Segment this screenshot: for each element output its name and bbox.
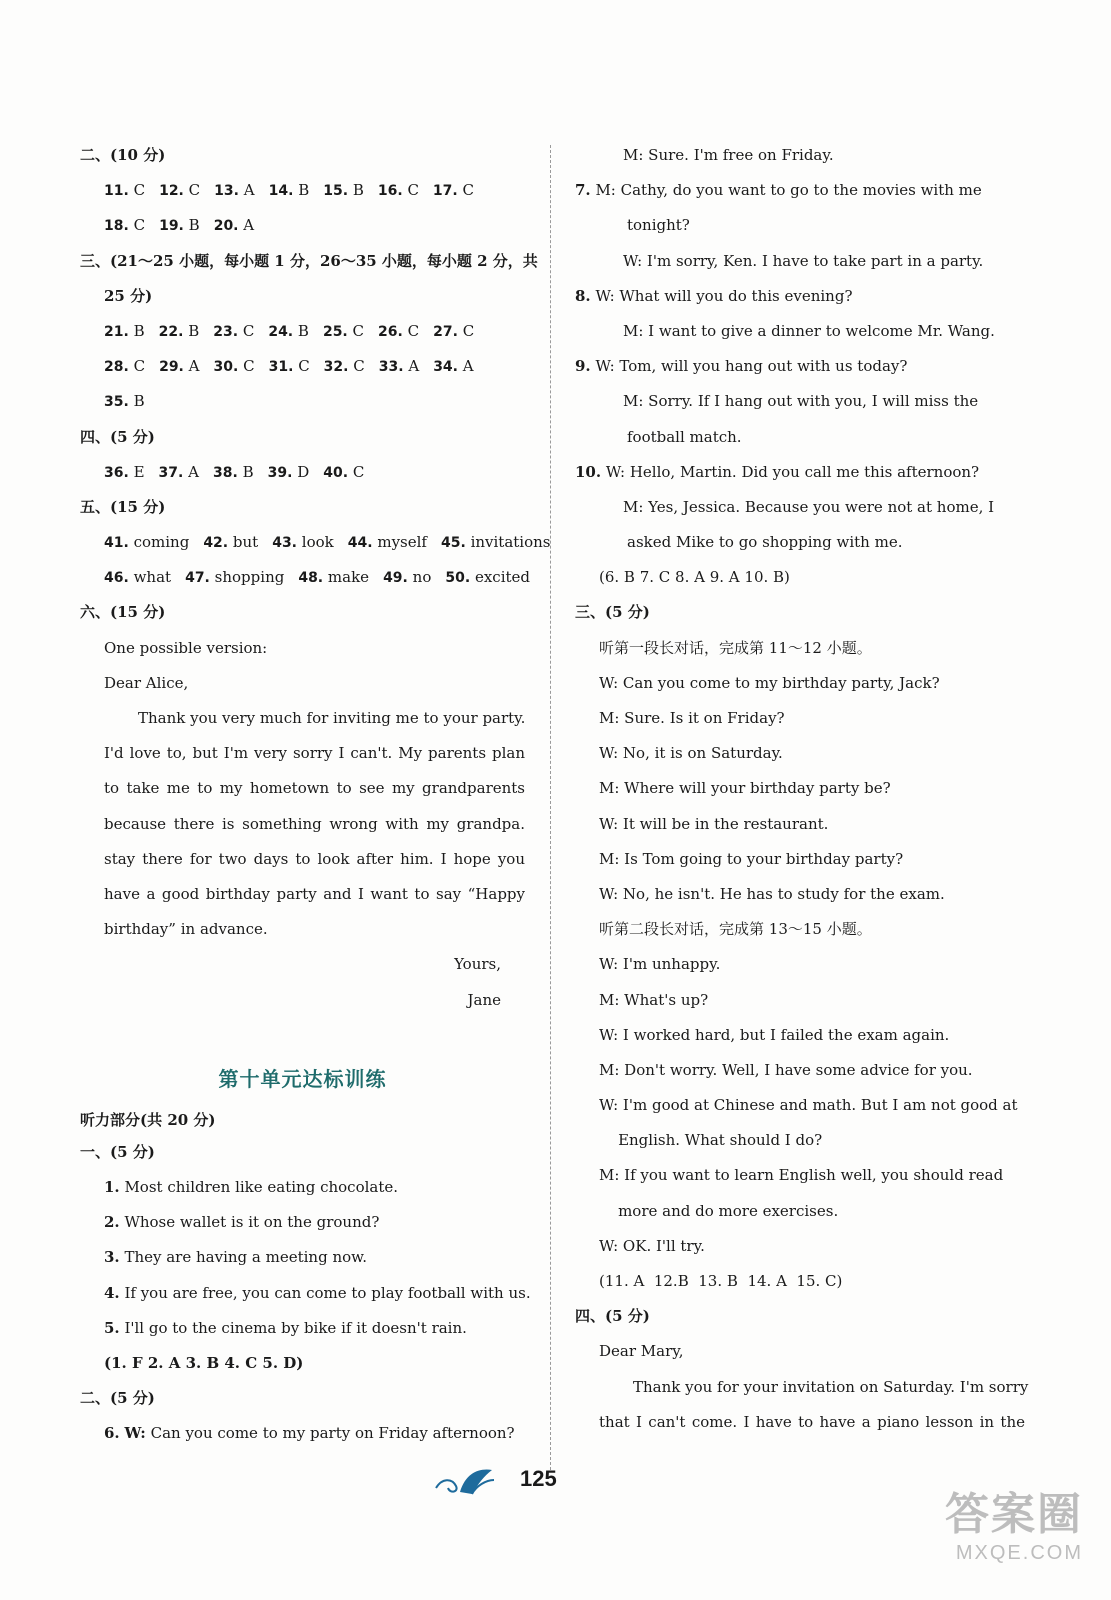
dialogue-line [575, 384, 1025, 419]
answer-item [269, 173, 310, 209]
answer-item [324, 349, 365, 385]
item-number: 6. [104, 1424, 120, 1443]
dialogue-line: M: Sure. Is it on Friday? [599, 709, 785, 727]
dialogue-line: W: OK. I'll try. [599, 1236, 705, 1255]
answer-number: 48. [298, 570, 324, 587]
answer-item [214, 208, 254, 244]
answer-number: 25. [322, 323, 348, 340]
letter-intro: One possible version: [104, 638, 268, 657]
answer-item [269, 349, 310, 385]
speaker-label: W: [124, 1424, 146, 1443]
letter-line: have a good birthday party and I want to say “Happy [104, 884, 525, 903]
answer-item [159, 173, 200, 209]
dialogue-text: asked Mike to go shopping with me. [627, 533, 903, 552]
answer-item [104, 173, 145, 209]
letter-line: to take me to my hometown to see my grandparents [104, 779, 525, 798]
answer-item [379, 349, 419, 385]
dialogue-line [575, 490, 1025, 525]
answer-value: B [297, 321, 309, 340]
dialogue-text: W: Tom, will you hang out with us today? [595, 357, 908, 376]
listening-item [80, 1205, 525, 1240]
answer-value: A [462, 357, 474, 376]
answer-item [213, 314, 254, 350]
answer-number: 38. [212, 464, 238, 481]
answer-item [104, 525, 189, 561]
dialogue-line: M: What's up? [599, 990, 709, 1009]
dialogue-text: W: Hello, Martin. Did you call me this afternoon? [605, 462, 980, 481]
answer-item [104, 560, 171, 596]
dialogue-text: M: Yes, Jessica. Because you were not at home, I [623, 497, 995, 516]
answer-value: look [301, 533, 334, 552]
dialogue-line [575, 138, 1025, 173]
watermark [945, 1478, 1083, 1565]
answer-item [159, 208, 200, 244]
answer-value: what [133, 568, 172, 587]
watermark-cn: 答案圈 [945, 1490, 1083, 1539]
answer-number: 17. [432, 183, 458, 200]
answer-value: but [232, 533, 259, 552]
dialogue-line [575, 455, 1025, 490]
dialogue-line: W: It will be in the restaurant. [599, 814, 829, 833]
answer-item [323, 173, 364, 209]
listening-item [80, 1311, 525, 1346]
answer-item [185, 560, 284, 596]
letter-line: stay there for two days to look after him. I hope you [104, 849, 525, 868]
answer-number: 46. [104, 570, 129, 587]
answer-value: B [188, 216, 200, 235]
answer-number: 40. [323, 464, 349, 481]
dialogue-line: W: I worked hard, but I failed the exam again. [599, 1025, 950, 1044]
dialogue-line [575, 244, 1025, 279]
part-2-heading: 二、(5 分) [80, 1389, 155, 1408]
answer-value: A [408, 357, 420, 376]
answer-item [213, 455, 254, 491]
item-number: 7. [575, 181, 591, 200]
answer-item [378, 314, 419, 350]
letter-line: Thank you for your invitation on Saturday. I'm sorry [633, 1377, 1029, 1396]
listening-item [80, 1276, 531, 1311]
answer-number: 43. [272, 535, 298, 552]
dialogue-text: W: I'm sorry, Ken. I have to take part in a party. [623, 251, 984, 270]
answer-number: 16. [377, 183, 403, 200]
dialogue-line: M: Where will your birthday party be? [599, 779, 891, 798]
answer-item [433, 349, 473, 385]
answer-item [433, 314, 474, 350]
answer-number: 19. [159, 218, 184, 235]
answer-row [80, 560, 530, 595]
item-text: Most children like eating chocolate. [124, 1178, 399, 1197]
answer-row [80, 455, 525, 490]
answer-value: D [297, 462, 310, 481]
answer-number: 34. [433, 359, 458, 376]
answer-number: 49. [383, 570, 408, 587]
answer-item [104, 384, 145, 420]
answer-item [104, 208, 145, 244]
leaf-ornament-icon [432, 1464, 502, 1498]
letter-line: birthday” in advance. [104, 920, 268, 939]
dialogue-text: M: Sorry. If I hang out with you, I will miss the [623, 392, 979, 411]
answer-item [378, 173, 419, 209]
item-number: 2. [104, 1213, 120, 1232]
item-text: If you are free, you can come to play football with us. [124, 1283, 531, 1302]
spacer [80, 1018, 525, 1053]
answer-value: shopping [214, 568, 285, 587]
dialogue-line: more and do more exercises. [599, 1201, 839, 1220]
dialogue-line [80, 1416, 525, 1451]
column-divider [550, 145, 551, 1470]
item-number: 8. [575, 286, 591, 305]
dialogue-line: 听第一段长对话，完成第 11～12 小题。 [599, 638, 872, 657]
answer-item [272, 525, 334, 561]
dialogue-text: football match. [627, 427, 742, 446]
dialogue-line [575, 560, 1025, 595]
item-text: Whose wallet is it on the ground? [124, 1213, 380, 1232]
dialogue-line: W: I'm good at Chinese and math. But I am not good at [599, 1096, 1018, 1115]
answer-row [80, 525, 551, 560]
answer-value: invitations [470, 533, 551, 552]
answer-number: 14. [268, 183, 294, 200]
dialogue-line: W: Can you come to my birthday party, Jack? [599, 673, 940, 692]
answer-value: C [188, 181, 201, 200]
page-number: 125 [520, 1466, 557, 1491]
letter-signature: Jane [467, 990, 501, 1009]
answer-item [214, 173, 254, 209]
answer-value: A [188, 357, 200, 376]
dialogue-line: M: Don't worry. Well, I have some advice for you. [599, 1060, 973, 1079]
answer-value: A [188, 462, 199, 481]
answer-value: C [298, 357, 310, 376]
answer-value: no [412, 568, 432, 587]
answer-number: 37. [158, 464, 184, 481]
answer-item [441, 525, 551, 561]
answer-item [323, 314, 364, 350]
answer-row [80, 314, 525, 349]
answer-value: C [353, 357, 365, 376]
answer-number: 31. [268, 359, 294, 376]
answer-value: C [242, 321, 255, 340]
dialogue-line [575, 349, 1025, 384]
answer-number: 21. [104, 323, 129, 340]
answer-number: 42. [203, 535, 229, 552]
answer-number: 44. [347, 535, 373, 552]
answer-item [104, 349, 145, 385]
answer-value: C [243, 357, 255, 376]
answer-value: C [407, 181, 419, 200]
answer-value: C [462, 321, 475, 340]
item-number: 10. [575, 462, 602, 481]
section-2-heading: 二、(10 分) [80, 146, 166, 164]
unit-title: 第十单元达标训练 [218, 1066, 387, 1091]
dialogue-line: M: Is Tom going to your birthday party? [599, 849, 904, 868]
answer-number: 45. [440, 535, 466, 552]
answer-item [159, 349, 199, 385]
listening-item [80, 1170, 525, 1205]
answer-row [80, 349, 525, 384]
answer-value: excited [474, 568, 530, 587]
answer-row [80, 173, 525, 208]
answer-item [433, 173, 474, 209]
dialogue-text: M: I want to give a dinner to welcome Mr. Wang. [623, 321, 995, 340]
item-number: 5. [104, 1318, 120, 1337]
dialogue-line [575, 420, 1025, 455]
answer-row [80, 208, 525, 243]
dialogue-line: W: I'm unhappy. [599, 955, 721, 974]
dialogue-line [575, 173, 1025, 208]
letter-line: because there is something wrong with my grandpa. [104, 814, 525, 833]
answer-value: B [242, 462, 254, 481]
answer-item [268, 455, 310, 491]
answer-value: C [352, 462, 365, 481]
answer-value: B [133, 321, 145, 340]
section-6-heading: 六、(15 分) [80, 603, 166, 622]
answer-value: A [243, 216, 255, 235]
dialogue-text: tonight? [627, 216, 690, 235]
answer-number: 41. [104, 535, 129, 552]
answer-item [159, 455, 199, 491]
answer-number: 15. [323, 183, 349, 200]
dialogue-line: W: No, it is on Saturday. [599, 744, 783, 763]
answer-number: 28. [104, 359, 129, 376]
watermark-en: MXQE.COM [955, 1542, 1083, 1564]
item-number: 9. [575, 357, 591, 376]
dialogue-line [575, 525, 1025, 560]
right-column [575, 138, 1029, 1440]
answer-item [383, 560, 431, 596]
answer-value: C [352, 321, 365, 340]
answer-value: C [133, 181, 146, 200]
answer-item [159, 314, 200, 350]
dialogue-text: M: Sure. I'm free on Friday. [623, 146, 834, 164]
answer-number: 47. [185, 570, 210, 587]
dialogue-line: 听第二段长对话，完成第 13～15 小题。 [599, 920, 872, 939]
answer-item [203, 525, 258, 561]
answer-number: 50. [445, 570, 471, 587]
answer-value: B [188, 321, 200, 340]
answer-number: 32. [323, 359, 349, 376]
answer-item [214, 349, 255, 385]
answer-number: 23. [213, 323, 239, 340]
answer-value: C [462, 181, 474, 200]
answer-item [104, 455, 145, 491]
answer-value: B [298, 181, 310, 200]
dialogue-text: Can you come to my party on Friday afternoon? [150, 1424, 515, 1443]
answer-value: make [327, 568, 370, 587]
answer-number: 24. [268, 323, 294, 340]
section-4-heading: 四、(5 分) [80, 427, 155, 446]
answer-number: 11. [104, 183, 129, 200]
listening-item [80, 1240, 525, 1275]
letter-greeting: Dear Alice, [104, 673, 189, 692]
dialogue-line: M: If you want to learn English well, you should read [599, 1166, 1004, 1185]
dialogue-line [575, 314, 1025, 349]
answer-item [268, 314, 309, 350]
answer-item [323, 455, 364, 491]
answer-value: A [243, 181, 255, 200]
answer-value: B [133, 392, 145, 411]
part-1-answers: (1. F 2. A 3. B 4. C 5. D) [104, 1354, 304, 1372]
answer-number: 26. [378, 323, 403, 340]
dialogue-line [575, 279, 1025, 314]
answer-number: 22. [158, 323, 184, 340]
left-column [80, 138, 551, 1452]
dialogue-line: W: No, he isn't. He has to study for the exam. [599, 884, 945, 903]
answer-number: 12. [159, 183, 184, 200]
answer-item [104, 314, 145, 350]
answer-value: C [133, 357, 146, 376]
letter-greeting: Dear Mary, [599, 1342, 684, 1361]
answer-value: C [407, 321, 420, 340]
answer-number: 30. [213, 359, 239, 376]
answer-number: 35. [104, 394, 129, 411]
answer-item [298, 560, 369, 596]
letter-line: that I can't come. I have to have a piano lesson in the [599, 1412, 1025, 1431]
answer-value: B [352, 181, 364, 200]
section-5-heading: 五、(15 分) [80, 497, 166, 516]
answer-number: 29. [159, 359, 184, 376]
dialogue-text: W: What will you do this evening? [595, 286, 853, 305]
answer-value: C [133, 216, 146, 235]
part-1-heading: 一、(5 分) [80, 1142, 155, 1161]
item-number: 3. [104, 1248, 120, 1267]
item-number: 1. [104, 1178, 120, 1197]
letter-line: Thank you very much for inviting me to your party. [138, 709, 526, 727]
answer-item [348, 525, 427, 561]
part-3-heading: 三、(5 分) [575, 603, 650, 622]
answer-number: 27. [433, 323, 458, 340]
answer-number: 39. [267, 464, 293, 481]
dialogue-line [575, 208, 1025, 243]
answer-value: coming [133, 533, 190, 552]
answer-value: myself [377, 533, 427, 552]
listening-heading: 听力部分(共 20 分) [80, 1110, 216, 1129]
item-text: They are having a meeting now. [124, 1248, 367, 1267]
part-4-heading: 四、(5 分) [575, 1307, 650, 1326]
answer-item [445, 560, 530, 596]
answer-value: E [133, 462, 145, 481]
dialogue-text: (6. B 7. C 8. A 9. A 10. B) [599, 568, 790, 587]
section-3-heading: 三、(21～25 小题，每小题 1 分，26～35 小题，每小题 2 分，共 [80, 251, 538, 270]
answer-number: 20. [213, 218, 239, 235]
section-3-heading-cont: 25 分) [104, 286, 153, 305]
dialogue-line: (11. A 12.B 13. B 14. A 15. C) [599, 1272, 843, 1290]
answer-number: 18. [104, 218, 129, 235]
answer-number: 33. [378, 359, 404, 376]
item-number: 4. [104, 1283, 120, 1302]
dialogue-line: English. What should I do? [599, 1131, 823, 1150]
letter-closing: Yours, [454, 955, 501, 974]
dialogue-text: M: Cathy, do you want to go to the movies with me [595, 181, 982, 200]
letter-line: I'd love to, but I'm very sorry I can't. My parents plan [104, 744, 525, 763]
item-text: I'll go to the cinema by bike if it doesn't rain. [124, 1318, 467, 1337]
answer-row [80, 384, 525, 419]
answer-number: 36. [104, 464, 129, 481]
answer-number: 13. [214, 183, 239, 200]
